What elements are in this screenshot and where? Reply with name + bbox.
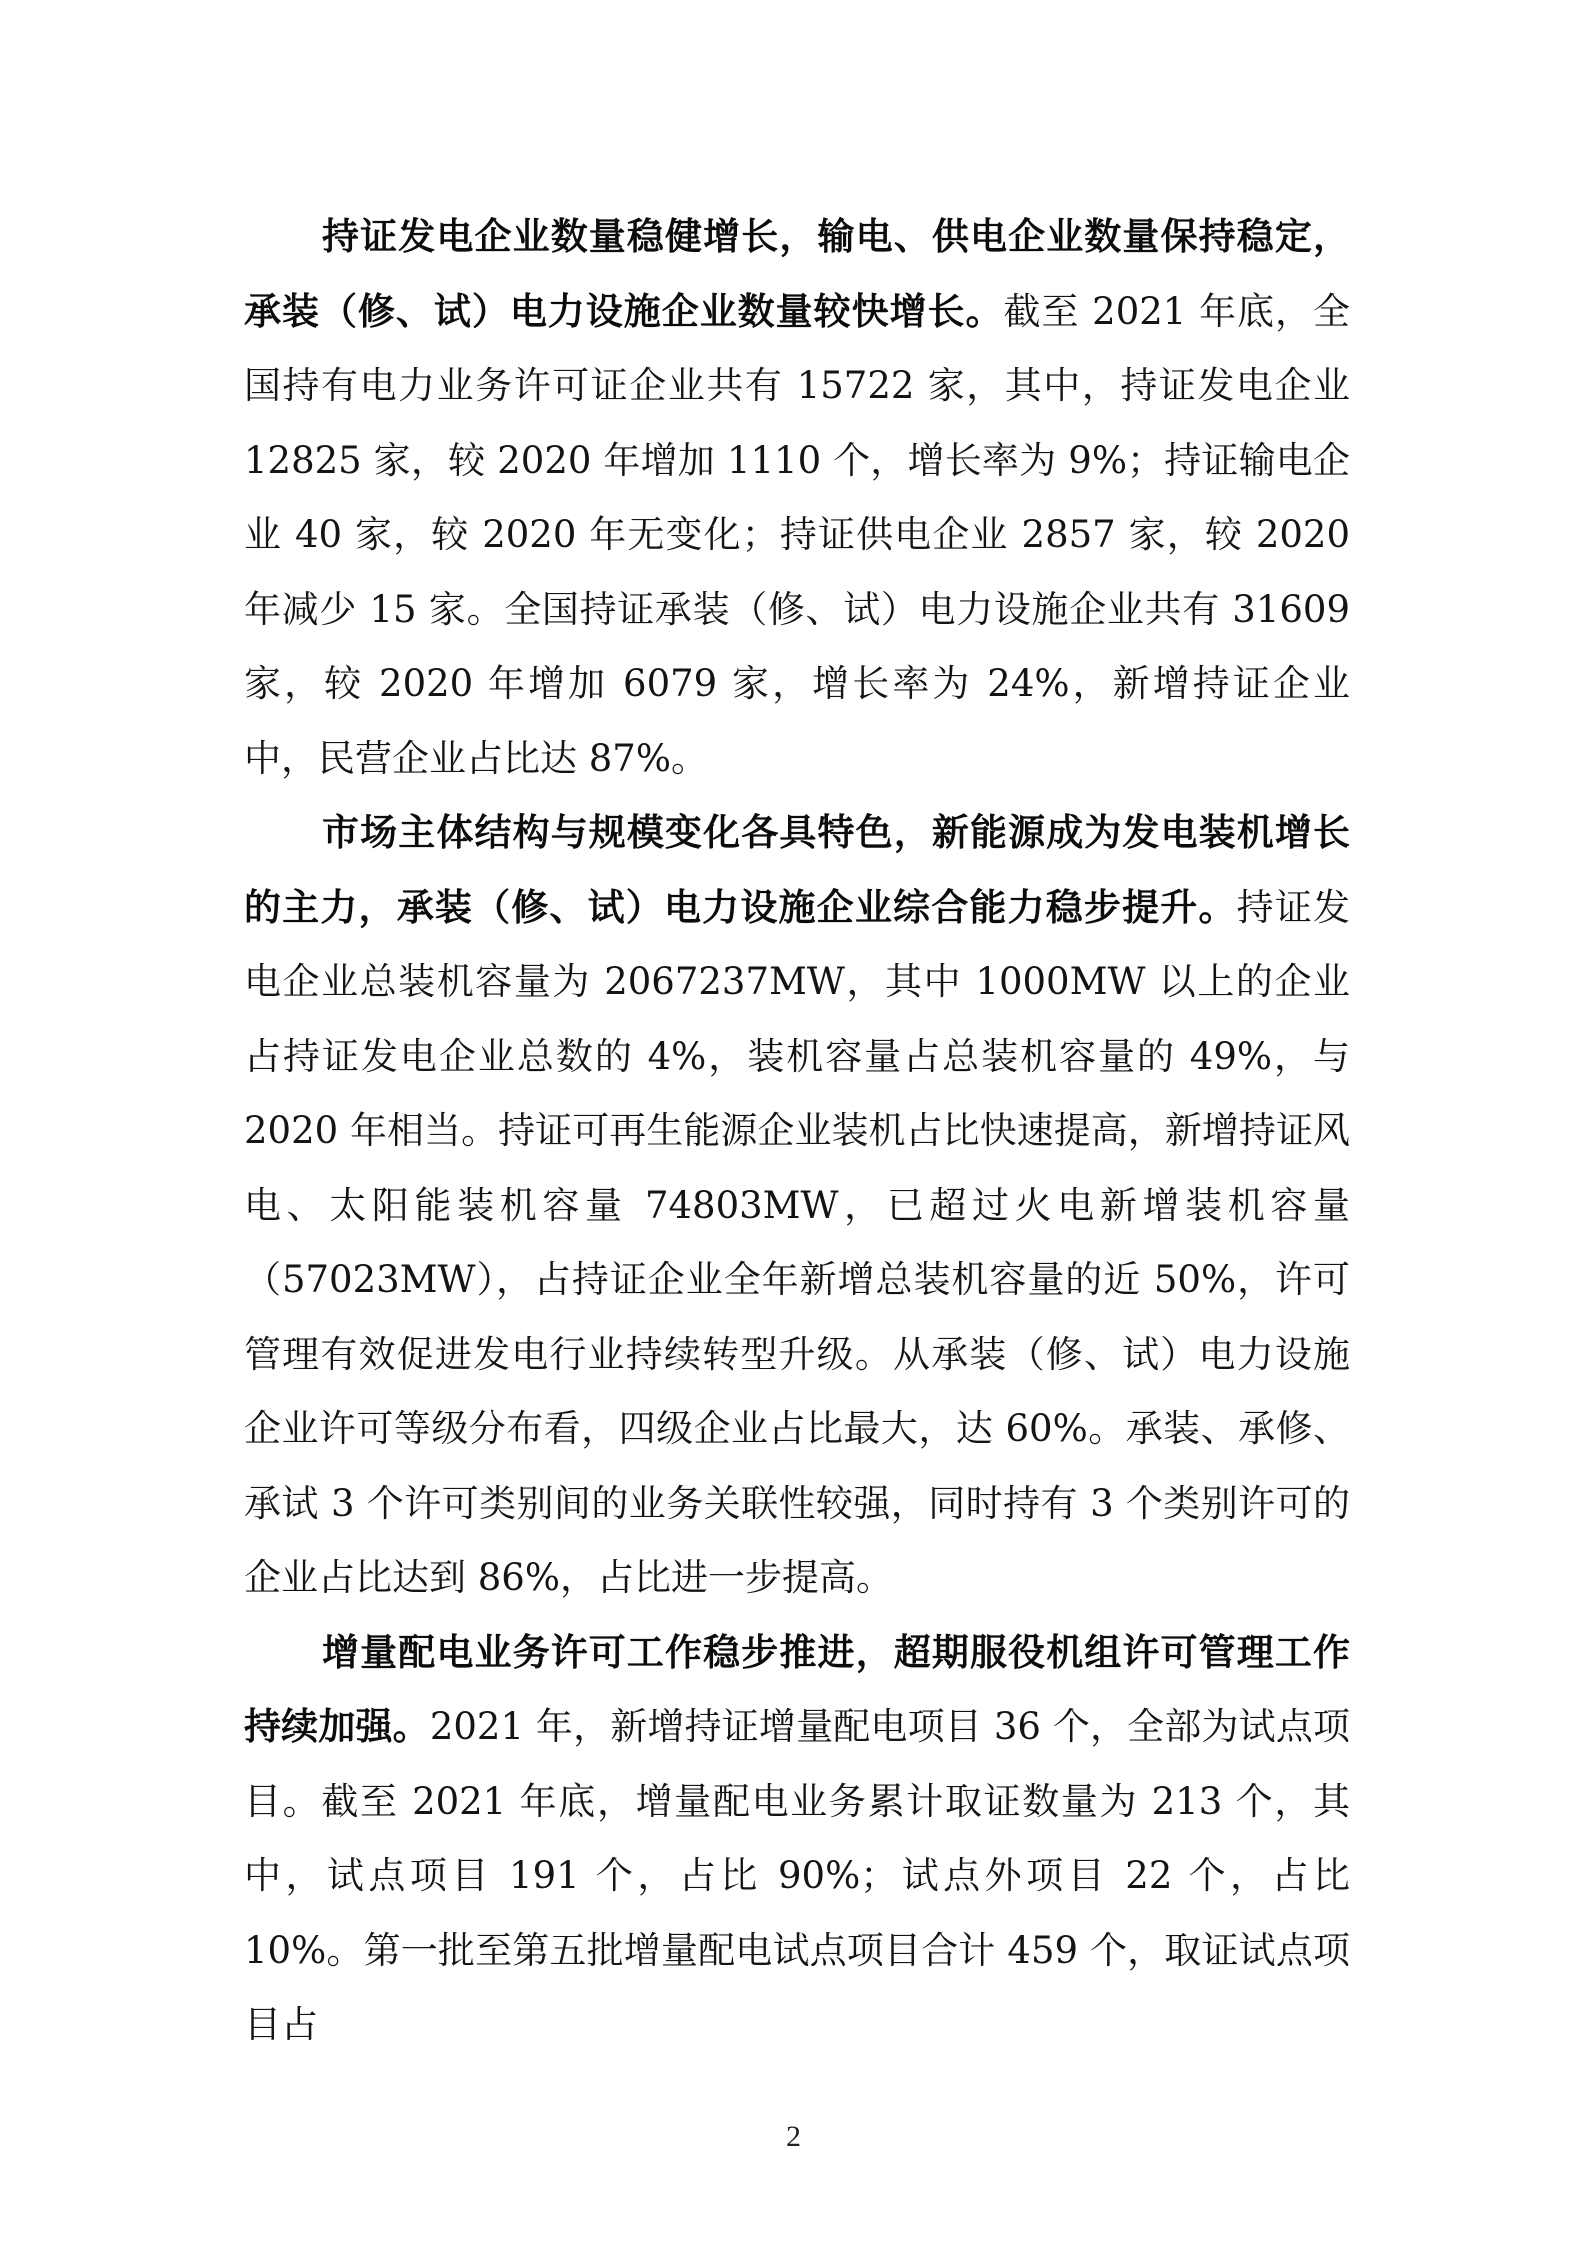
- paragraph-lead: 增量配电业务许可工作稳步推进，超期服役机组许可管理工作持续加强。: [244, 1630, 1350, 1748]
- paragraph-market-structure: [244, 796, 1350, 1616]
- paragraph-body: 持证发电企业总装机容量为 2067237MW，其中 1000MW 以上的企业占持证发电企业总数的 4%，装机容量占总装机容量的 49%，与 2020 年相当。持证可再生能源企业装机占比快速提高，新增持证风电、太阳能装机容量 74803MW，已超过火电新增装机容量（57023MW），占持证企业全年新增总装机容量的近 50%，许可管理有效促进发电行业持续转型升级。从承装（修、试）电力设施企业许可等级分布看，四级企业占比最大，达 60%。承装、承修、承试 3 个许可类别间的业务关联性较强，同时持有 3 个类别许可的企业占比达到 86%，占比进一步提高。: [244, 885, 1351, 1599]
- page-number: 2: [786, 2120, 801, 2153]
- paragraph-lead: 市场主体结构与规模变化各具特色，新能源成为发电装机增长的主力，承装（修、试）电力设施企业综合能力稳步提升。: [244, 811, 1350, 929]
- paragraph-incremental-distribution: [244, 1616, 1350, 2063]
- paragraph-enterprise-count: [244, 200, 1350, 796]
- paragraph-lead: 持证发电企业数量稳健增长，输电、供电企业数量保持稳定，承装（修、试）电力设施企业数量较快增长。: [244, 215, 1350, 333]
- body-text: [244, 200, 1350, 2063]
- paragraph-body: 2021 年，新增持证增量配电项目 36 个，全部为试点项目。截至 2021 年底，增量配电业务累计取证数量为 213 个，其中，试点项目 191 个，占比 90%；试点外项目 22 个，占比 10%。第一批至第五批增量配电试点项目合计 459 个，取证试点项目占: [244, 1705, 1350, 2046]
- paragraph-body: 截至 2021 年底，全国持有电力业务许可证企业共有 15722 家，其中，持证发电企业 12825 家，较 2020 年增加 1110 个，增长率为 9%；持证输电企业 40 家，较 2020 年无变化；持证供电企业 2857 家，较 2020 年减少 15 家。全国持证承装（修、试）电力设施企业共有 31609 家，较 2020 年增加 6079 家，增长率为 24%，新增持证企业中，民营企业占比达 87%。: [244, 289, 1351, 780]
